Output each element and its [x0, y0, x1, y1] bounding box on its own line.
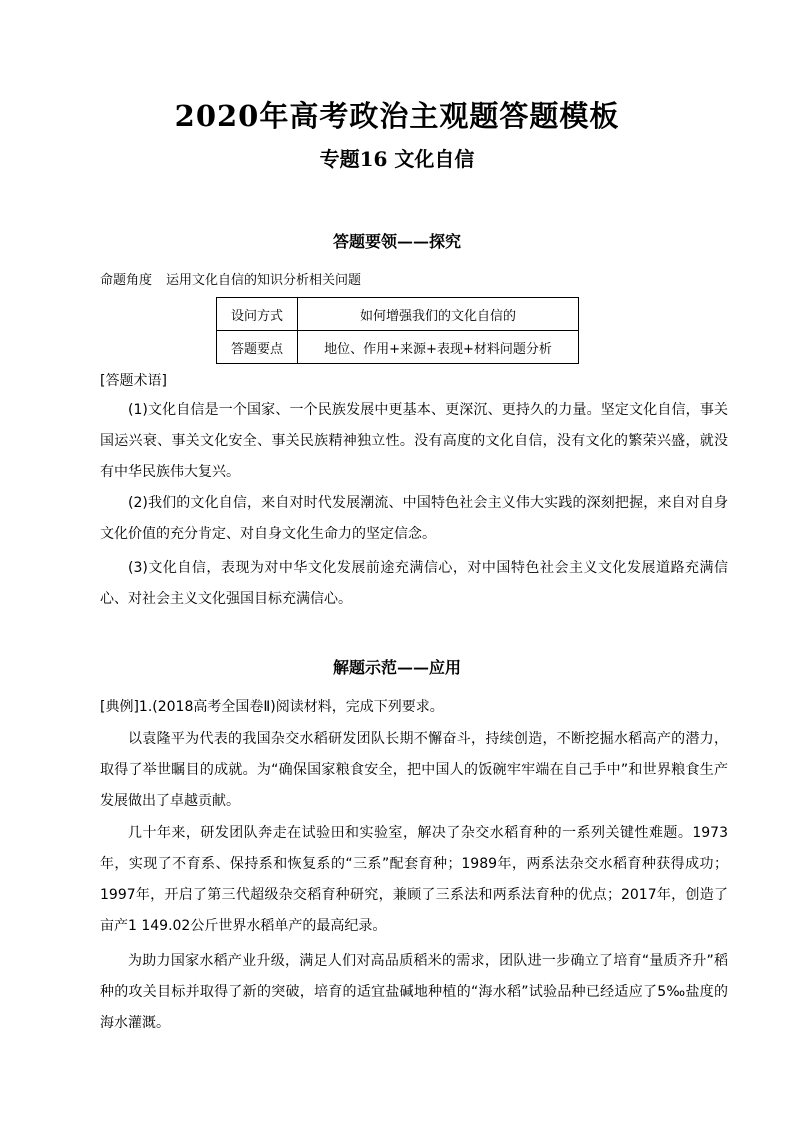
table-row [217, 298, 579, 331]
paragraph-material-1: 以袁隆平为代表的我国杂交水稻研发团队长期不懈奋斗，持续创造，不断挖掘水稻高产的潜力，取得了举世瞩目的成就。为“确保国家粮食安全，把中国人的饭碗牢牢端在自己手中”和世界粮食生产发展做出了卓越贡献。 [100, 731, 728, 809]
answer-spec-table [216, 297, 579, 364]
paragraph-term-3: (3)文化自信，表现为对中华文化发展前途充满信心，对中国特色社会主义文化发展道路充满信心、对社会主义文化强国目标充满信心。 [100, 560, 728, 607]
table-cell-label: 答题要点 [217, 331, 298, 364]
paragraph-material-3: 为助力国家水稻产业升级，满足人们对高品质稻米的需求，团队进一步确立了培育“量质齐升”稻种的攻关目标并取得了新的突破，培育的适宜盐碱地种植的“海水稻”试验品种已经适应了5‰盐度的海水灌溉。 [100, 953, 728, 1031]
table-cell-label: 设问方式 [217, 298, 298, 331]
paragraph-term-1: (1)文化自信是一个国家、一个民族发展中更基本、更深沉、更持久的力量。坚定文化自信，事关国运兴衰、事关文化安全、事关民族精神独立性。没有高度的文化自信，没有文化的繁荣兴盛，就没有中华民族伟大复兴。 [100, 402, 728, 480]
table-cell-value: 如何增强我们的文化自信的 [298, 298, 579, 331]
document-title: 2020年高考政治主观题答题模板 [174, 99, 620, 133]
question-angle [100, 270, 361, 292]
table-cell-value: 地位、作用+来源+表现+材料问题分析 [298, 331, 579, 364]
section-heading-example: 解题示范——应用 [332, 658, 461, 677]
question-angle-text: 运用文化自信的知识分析相关问题 [166, 273, 362, 288]
paragraph-term-2: (2)我们的文化自信，来自对时代发展潮流、中国特色社会主义伟大实践的深刻把握，来自对自身文化价值的充分肯定、对自身文化生命力的坚定信念。 [100, 495, 728, 542]
example-intro: [典例]1.(2018高考全国卷Ⅱ)阅读材料，完成下列要求。 [100, 699, 444, 715]
terms-label: [答题术语] [100, 373, 167, 389]
paragraph-material-2: 几十年来，研发团队奔走在试验田和实验室，解决了杂交水稻育种的一系列关键性难题。1973年，实现了不育系、保持系和恢复系的“三系”配套育种；1989年，两系法杂交水稻育种获得成功；1997年，开启了第三代超级杂交稻育种研究，兼顾了三系法和两系法育种的优点；2017年，创造了亩产1 149.02公斤世界水稻单产的最高纪录。 [100, 825, 728, 934]
document-subtitle: 专题16 文化自信 [319, 147, 475, 171]
table-row [217, 331, 579, 364]
section-heading-answer-key: 答题要领——探究 [332, 232, 461, 251]
question-angle-label: 命题角度 [100, 273, 153, 288]
